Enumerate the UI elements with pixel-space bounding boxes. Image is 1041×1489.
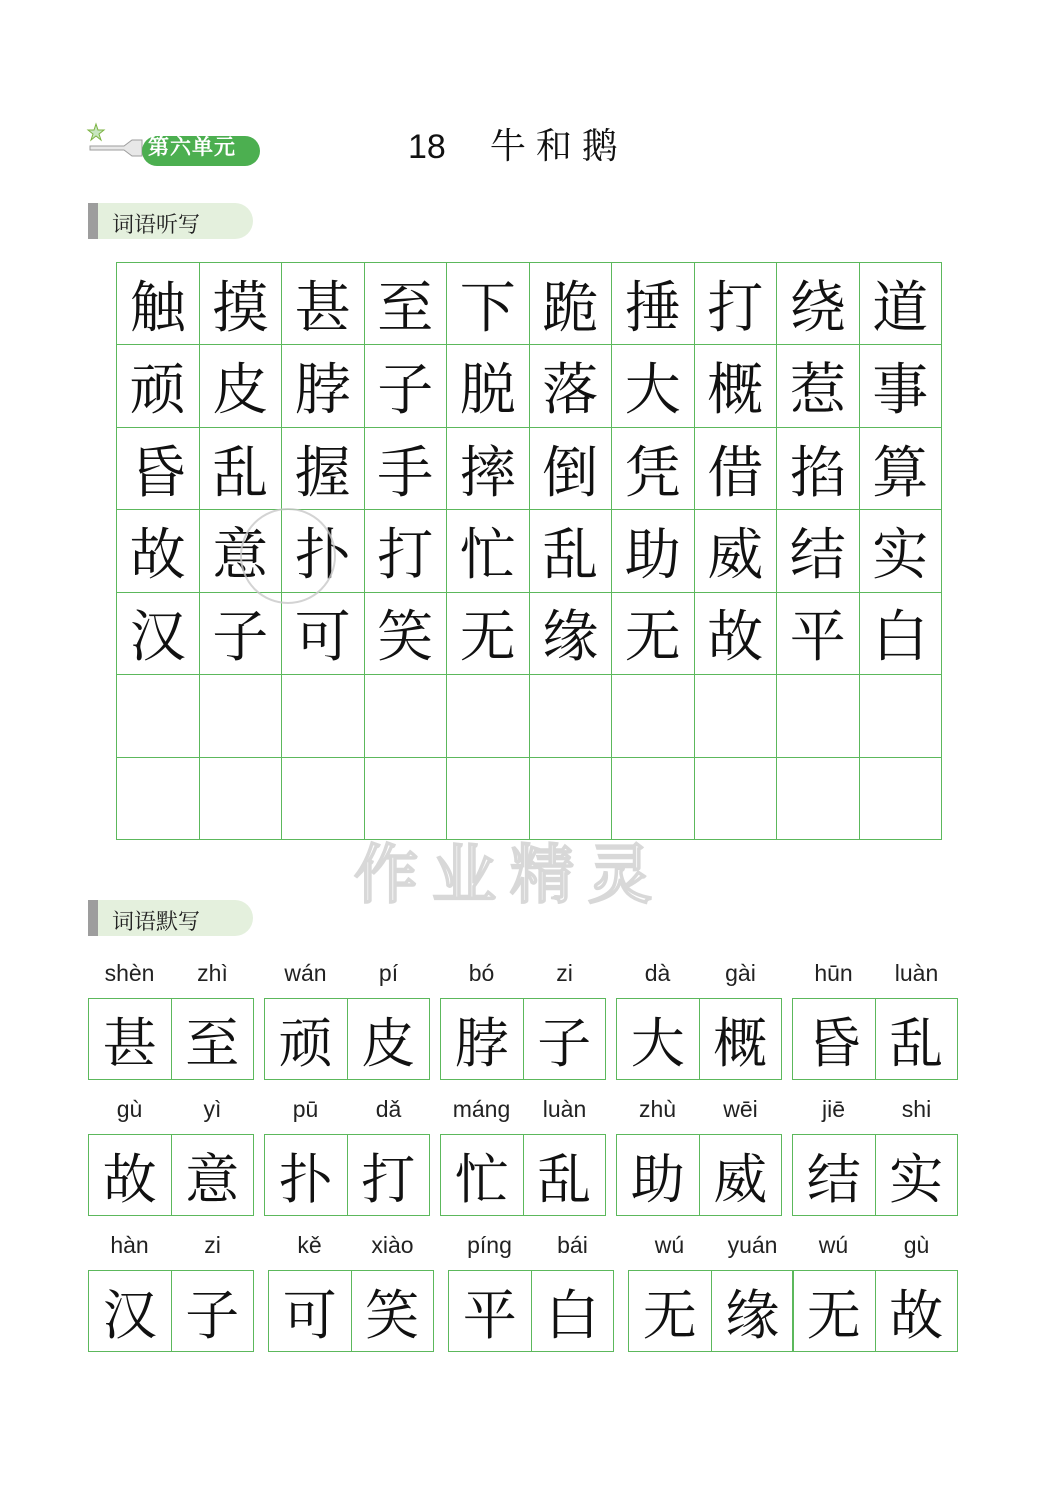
grid-cell: 汉 (117, 593, 200, 675)
character: 故 (102, 1147, 157, 1211)
grid-cell (695, 675, 778, 757)
character: 平 (462, 1283, 517, 1347)
pinyin: xiào (371, 1232, 414, 1258)
grid-cell: 摸 (200, 263, 283, 345)
pinyin-row (792, 1096, 958, 1126)
grid-cell: 乱 (200, 428, 283, 510)
grid-cell (860, 675, 943, 757)
character: 子 (523, 999, 606, 1079)
pinyin: máng (452, 1096, 511, 1122)
char-box (792, 1134, 958, 1216)
char-box (616, 1134, 782, 1216)
grid-cell: 无 (612, 593, 695, 675)
word-group (88, 1232, 254, 1354)
pinyin: pí (378, 960, 399, 986)
pinyin-row (88, 1232, 254, 1262)
pinyin-row (440, 960, 606, 990)
character: 乱 (875, 999, 958, 1079)
char-box (616, 998, 782, 1080)
grid-cell: 脖 (282, 345, 365, 427)
grid-cell: 忙 (447, 510, 530, 592)
pinyin: hàn (110, 1232, 149, 1258)
grid-cell (695, 758, 778, 840)
word-group (448, 1232, 614, 1354)
character: 无 (806, 1283, 861, 1347)
pinyin-row (264, 960, 430, 990)
grid-cell: 倒 (530, 428, 613, 510)
grid-cell: 道 (860, 263, 943, 345)
pinyin: hūn (814, 960, 853, 986)
grid-cell: 凭 (612, 428, 695, 510)
pinyin: kě (297, 1232, 322, 1258)
pinyin: wú (654, 1232, 685, 1258)
char-box (792, 998, 958, 1080)
character: 打 (347, 1135, 430, 1215)
character: 脖 (454, 1011, 509, 1075)
word-group (628, 1232, 794, 1354)
grid-cell: 无 (447, 593, 530, 675)
grid-cell: 甚 (282, 263, 365, 345)
grid-cell: 缘 (530, 593, 613, 675)
grid-cell: 落 (530, 345, 613, 427)
pinyin-row (616, 1096, 782, 1126)
grid-cell (612, 675, 695, 757)
character: 故 (875, 1271, 958, 1351)
pinyin: dǎ (375, 1096, 402, 1122)
section-writing-label: 词语默写 (112, 910, 201, 935)
pinyin: zhì (197, 960, 228, 986)
pinyin-row (440, 1096, 606, 1126)
grid-cell: 顽 (117, 345, 200, 427)
pinyin-row (628, 1232, 794, 1262)
grid-cell: 皮 (200, 345, 283, 427)
character: 皮 (347, 999, 430, 1079)
grid-cell: 子 (200, 593, 283, 675)
pinyin-row (792, 960, 958, 990)
word-group (440, 960, 606, 1082)
char-box (88, 998, 254, 1080)
grid-cell (200, 758, 283, 840)
grid-cell: 脱 (447, 345, 530, 427)
grid-cell: 打 (695, 263, 778, 345)
grid-cell: 手 (365, 428, 448, 510)
pinyin: shi (901, 1096, 932, 1122)
lesson-number: 18 (408, 128, 446, 166)
grid-cell: 概 (695, 345, 778, 427)
char-box (264, 1134, 430, 1216)
char-box (440, 1134, 606, 1216)
pinyin: bó (468, 960, 495, 986)
grid-cell: 握 (282, 428, 365, 510)
pinyin: shèn (104, 960, 155, 986)
word-group (616, 1096, 782, 1218)
grid-cell: 打 (365, 510, 448, 592)
grid-cell: 笑 (365, 593, 448, 675)
section-dictation-label: 词语听写 (112, 213, 201, 238)
grid-cell: 大 (612, 345, 695, 427)
character: 无 (642, 1283, 697, 1347)
char-box (792, 1270, 958, 1352)
pinyin-row (792, 1232, 958, 1262)
grid-cell (282, 758, 365, 840)
grid-cell (365, 675, 448, 757)
pinyin-row (268, 1232, 434, 1262)
grid-cell (777, 758, 860, 840)
pinyin: bái (557, 1232, 588, 1258)
grid-cell: 绕 (777, 263, 860, 345)
grid-cell: 惹 (777, 345, 860, 427)
character: 顽 (278, 1011, 333, 1075)
word-group (88, 1096, 254, 1218)
grid-cell (447, 675, 530, 757)
grid-cell: 下 (447, 263, 530, 345)
char-box (440, 998, 606, 1080)
grid-cell: 昏 (117, 428, 200, 510)
grid-cell: 意 (200, 510, 283, 592)
grid-cell: 捶 (612, 263, 695, 345)
grid-cell: 可 (282, 593, 365, 675)
grid-cell: 结 (777, 510, 860, 592)
lesson-name: 牛和鹅 (489, 126, 628, 167)
pinyin: yì (203, 1096, 222, 1122)
grid-cell: 子 (365, 345, 448, 427)
character: 至 (171, 999, 254, 1079)
pinyin-row (88, 960, 254, 990)
pinyin: gù (903, 1232, 930, 1258)
pinyin: dà (644, 960, 671, 986)
watermark-text: 作业精灵 (354, 839, 666, 913)
character: 概 (699, 999, 782, 1079)
grid-cell (117, 675, 200, 757)
grid-cell (530, 675, 613, 757)
character: 大 (630, 1011, 685, 1075)
word-group (268, 1232, 434, 1354)
grid-cell: 白 (860, 593, 943, 675)
word-group (264, 960, 430, 1082)
grid-cell: 扑 (282, 510, 365, 592)
pinyin: píng (467, 1232, 512, 1258)
character: 甚 (102, 1011, 157, 1075)
character: 可 (282, 1283, 337, 1347)
pinyin: wán (284, 960, 327, 986)
grid-cell: 摔 (447, 428, 530, 510)
pinyin: pū (292, 1096, 319, 1122)
character: 子 (171, 1271, 254, 1351)
word-group (264, 1096, 430, 1218)
pinyin: yuán (727, 1232, 778, 1258)
word-group (792, 1232, 958, 1354)
grid-cell: 故 (117, 510, 200, 592)
character: 乱 (523, 1135, 606, 1215)
character: 意 (171, 1135, 254, 1215)
section-dictation (88, 203, 253, 239)
char-box (88, 1270, 254, 1352)
character: 实 (875, 1135, 958, 1215)
pinyin: wēi (723, 1096, 758, 1122)
grid-cell (860, 758, 943, 840)
section-bar (88, 203, 98, 239)
word-group (440, 1096, 606, 1218)
pinyin: gài (725, 960, 756, 986)
word-group (792, 1096, 958, 1218)
grid-cell (282, 675, 365, 757)
grid-cell: 威 (695, 510, 778, 592)
grid-cell: 助 (612, 510, 695, 592)
character: 扑 (278, 1147, 333, 1211)
char-box (268, 1270, 434, 1352)
grid-cell: 借 (695, 428, 778, 510)
char-box (88, 1134, 254, 1216)
character: 白 (531, 1271, 614, 1351)
grid-cell: 跪 (530, 263, 613, 345)
grid-cell: 算 (860, 428, 943, 510)
grid-cell: 实 (860, 510, 943, 592)
pinyin-row (616, 960, 782, 990)
character: 忙 (454, 1147, 509, 1211)
character: 结 (806, 1147, 861, 1211)
pinyin: zi (204, 1232, 221, 1258)
pinyin: jiē (821, 1096, 845, 1122)
character: 助 (630, 1147, 685, 1211)
grid-cell (200, 675, 283, 757)
watermark-stamp (240, 508, 336, 604)
grid-cell: 掐 (777, 428, 860, 510)
pinyin: zhù (638, 1096, 677, 1122)
pinyin: zi (556, 960, 573, 986)
character: 威 (699, 1135, 782, 1215)
grid-cell: 平 (777, 593, 860, 675)
pinyin: luàn (542, 1096, 587, 1122)
pinyin: luàn (894, 960, 939, 986)
char-box (264, 998, 430, 1080)
word-group (616, 960, 782, 1082)
char-box (448, 1270, 614, 1352)
character: 笑 (351, 1271, 434, 1351)
section-bar (88, 900, 98, 936)
character: 缘 (711, 1271, 794, 1351)
pinyin: wú (818, 1232, 849, 1258)
grid-cell: 事 (860, 345, 943, 427)
grid-cell (117, 758, 200, 840)
grid-cell: 乱 (530, 510, 613, 592)
grid-cell (777, 675, 860, 757)
grid-cell: 触 (117, 263, 200, 345)
char-box (628, 1270, 794, 1352)
word-group (792, 960, 958, 1082)
pinyin-row (448, 1232, 614, 1262)
word-group (88, 960, 254, 1082)
pinyin: gù (116, 1096, 143, 1122)
section-writing (88, 900, 253, 936)
unit-label: 第六单元 (148, 135, 236, 159)
grid-cell: 故 (695, 593, 778, 675)
grid-cell: 至 (365, 263, 448, 345)
pinyin-row (264, 1096, 430, 1126)
character: 昏 (806, 1011, 861, 1075)
pinyin-row (88, 1096, 254, 1126)
character: 汉 (102, 1283, 157, 1347)
lesson-title (408, 118, 628, 169)
